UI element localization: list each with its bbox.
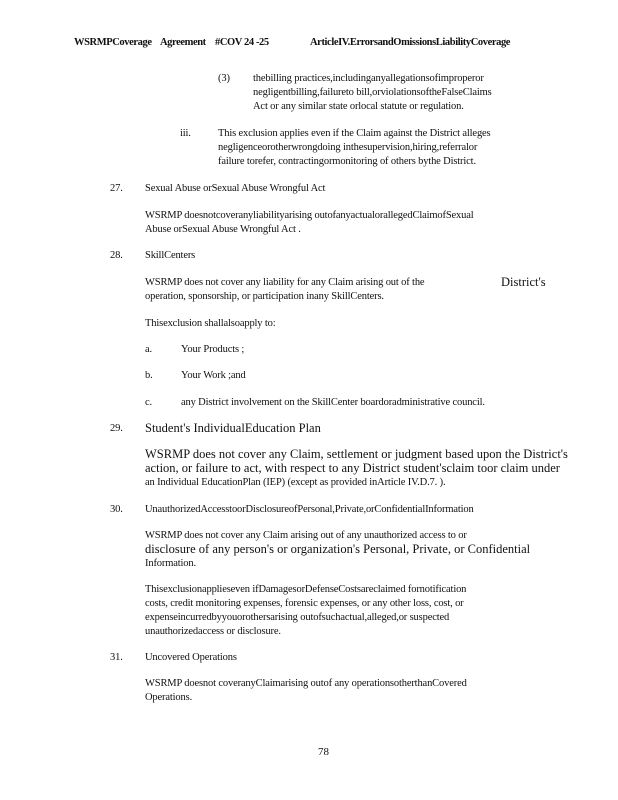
item-3-line-3: Act or any similar state orlocal statute or regulation. xyxy=(253,101,464,112)
section-28-list-marker-b: b. xyxy=(145,370,153,381)
page-number: 78 xyxy=(318,746,329,758)
header-left: WSRMPCoverage xyxy=(74,37,152,48)
item-iii-line-2: negligenceorotherwrongdoing inthesupervision,hiring,referralor xyxy=(218,142,478,153)
section-30-line-3: Information. xyxy=(145,558,196,569)
section-31-number: 31. xyxy=(110,652,123,663)
item-3-line-2: negligentbilling,failureto bill,orviolationsoftheFalseClaims xyxy=(253,87,492,98)
section-30-line-1: WSRMP does not cover any Claim arising out of any unauthorized access to or xyxy=(145,530,467,541)
section-30-number: 30. xyxy=(110,504,123,515)
section-28-list-item-b: Your Work ;and xyxy=(181,370,246,381)
section-27-line-1: WSRMP doesnotcoveranyliabilityarising outofanyactualorallegedClaimofSexual xyxy=(145,210,474,221)
section-30-title: UnauthorizedAccesstoorDisclosureofPersonal,Private,orConfidentialInformation xyxy=(145,504,474,515)
section-28-title: SkillCenters xyxy=(145,250,196,261)
section-27-number: 27. xyxy=(110,183,123,194)
section-28-list-marker-c: c. xyxy=(145,397,152,408)
section-30-para2-line-3: expenseincurredbyyouorothersarising outofsuchactual,alleged,or suspected xyxy=(145,612,450,623)
section-28-list-marker-a: a. xyxy=(145,344,152,355)
item-iii-marker: iii. xyxy=(180,128,191,139)
section-30-para2-line-1: Thisexclusionapplieseven ifDamagesorDefenseCostsareclaimed fornotification xyxy=(145,584,467,595)
item-3-line-1: thebilling practices,includinganyallegationsofimproperor xyxy=(253,73,484,84)
section-30-para2-line-2: costs, credit monitoring expenses, forensic expenses, or any other loss, cost, or xyxy=(145,598,464,609)
section-28-line-1-end: District's xyxy=(501,275,546,289)
item-iii-line-3: failure torefer, contractingormonitoring of others bythe District. xyxy=(218,156,476,167)
section-29-line-1: WSRMP does not cover any Claim, settlement or judgment based upon the District's xyxy=(145,447,568,461)
section-28-line-2: operation, sponsorship, or participation inany SkillCenters. xyxy=(145,291,384,302)
header-agreement: Agreement xyxy=(160,37,206,48)
section-31-title: Uncovered Operations xyxy=(145,652,237,663)
section-29-number: 29. xyxy=(110,423,123,434)
section-27-line-2: Abuse orSexual Abuse Wrongful Act . xyxy=(145,224,301,235)
section-29-title: Student's IndividualEducation Plan xyxy=(145,421,321,435)
section-29-line-3: an Individual EducationPlan (IEP) (except as provided inArticle IV.D.7. ). xyxy=(145,477,446,488)
section-28-list-item-a: Your Products ; xyxy=(181,344,245,355)
section-27-title: Sexual Abuse orSexual Abuse Wrongful Act xyxy=(145,183,326,194)
section-31-line-2: Operations. xyxy=(145,692,193,703)
section-28-number: 28. xyxy=(110,250,123,261)
header-article: ArticleIV.ErrorsandOmissionsLiabilityCoverage xyxy=(310,37,511,48)
header-code: #COV 24 -25 xyxy=(215,37,269,48)
section-30-para2-line-4: unauthorizedaccess or disclosure. xyxy=(145,626,281,637)
section-28-apply: Thisexclusion shallalsoapply to: xyxy=(145,318,276,329)
section-29-line-2: action, or failure to act, with respect to any District student'sclaim toor claim under xyxy=(145,461,560,475)
section-28-line-1: WSRMP does not cover any liability for any Claim arising out of the xyxy=(145,277,425,288)
section-28-list-item-c: any District involvement on the SkillCenter boardoradministrative council. xyxy=(181,397,485,408)
item-3-marker: (3) xyxy=(218,73,230,84)
section-31-line-1: WSRMP doesnot coveranyClaimarising outof any operationsotherthanCovered xyxy=(145,678,467,689)
item-iii-line-1: This exclusion applies even if the Claim against the District alleges xyxy=(218,128,491,139)
section-30-line-2: disclosure of any person's or organization's Personal, Private, or Confidential xyxy=(145,542,531,556)
